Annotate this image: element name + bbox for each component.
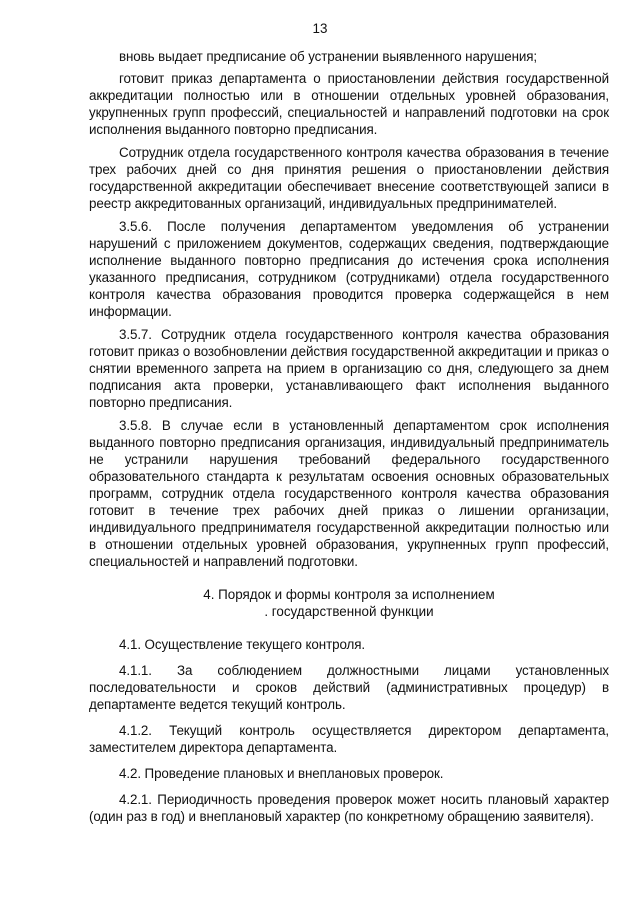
paragraph-3-5-7: 3.5.7. Сотрудник отдела государственного контроля качества образования готовит приказ о возобновлении действия государственной аккредитации и приказ о снятии временного запрета на прием в организацию со дня, следующего за днем подписания акта проверки, устанавливающего факт исполнения выданного повторно предписания. <box>89 327 609 410</box>
document-body <box>89 48 609 831</box>
paragraph-4-2-1: 4.2.1. Периодичность проведения проверок может носить плановый характер (один раз в год) и внеплановый характер (по конкретному обращению заявителя). <box>89 792 609 824</box>
paragraph-4-1: 4.1. Осуществление текущего контроля. <box>119 637 365 652</box>
paragraph-4-1-2: 4.1.2. Текущий контроль осуществляется директором департамента, заместителем директора департамента. <box>89 723 609 755</box>
paragraph-4-2: 4.2. Проведение плановых и внеплановых проверок. <box>119 766 444 781</box>
paragraph-3-5-8: 3.5.8. В случае если в установленный департаментом срок исполнения выданного повторно предписания организация, индивидуальный предприниматель не устранили нарушения требований федерального государственного образовательного стандарта к результатам освоения основных образовательных программ, сотрудник отдела государственного контроля качества образования готовит в течение трех рабочих дней приказ о лишении организации, индивидуального предпринимателя государственной аккредитации полностью или в отношении отдельных уровней образования, укрупненных групп профессий, специальностей и направлений подготовки. <box>89 418 609 569</box>
section-heading-line-1: 4. Порядок и формы контроля за исполнением <box>203 587 495 602</box>
paragraph-suspension-order: готовит приказ департамента о приостановлении действия государственной аккредитации полностью или в отношении отдельных уровней образования, укрупненных групп профессий, специальностей и направлений подготовки на срок исполнения выданного повторно предписания. <box>89 71 609 137</box>
paragraph-registry-entry: Сотрудник отдела государственного контроля качества образования в течение трех рабочих дней со дня принятия решения о приостановлении действия государственной аккредитации обеспечивает внесение соответствующей записи в реестр аккредитованных организаций, индивидуальных предпринимателей. <box>89 145 609 211</box>
paragraph-4-1-1: 4.1.1. За соблюдением должностными лицами установленных последовательности и сроков действий (административных процедур) в департаменте ведется текущий контроль. <box>89 663 609 712</box>
paragraph-reissue-order: вновь выдает предписание об устранении выявленного нарушения; <box>119 49 538 64</box>
section-heading-line-2: . государственной функции <box>264 604 434 619</box>
page-number: 13 <box>312 21 328 36</box>
section-heading <box>89 586 609 620</box>
paragraph-3-5-6: 3.5.6. После получения департаментом уведомления об устранении нарушений с приложением документов, содержащих сведения, подтверждающие исполнение выданного повторно предписания до истечения срока исполнения указанного предписания, сотрудником (сотрудниками) отдела государственного контроля качества образования проводится проверка содержащейся в нем информации. <box>89 219 609 319</box>
